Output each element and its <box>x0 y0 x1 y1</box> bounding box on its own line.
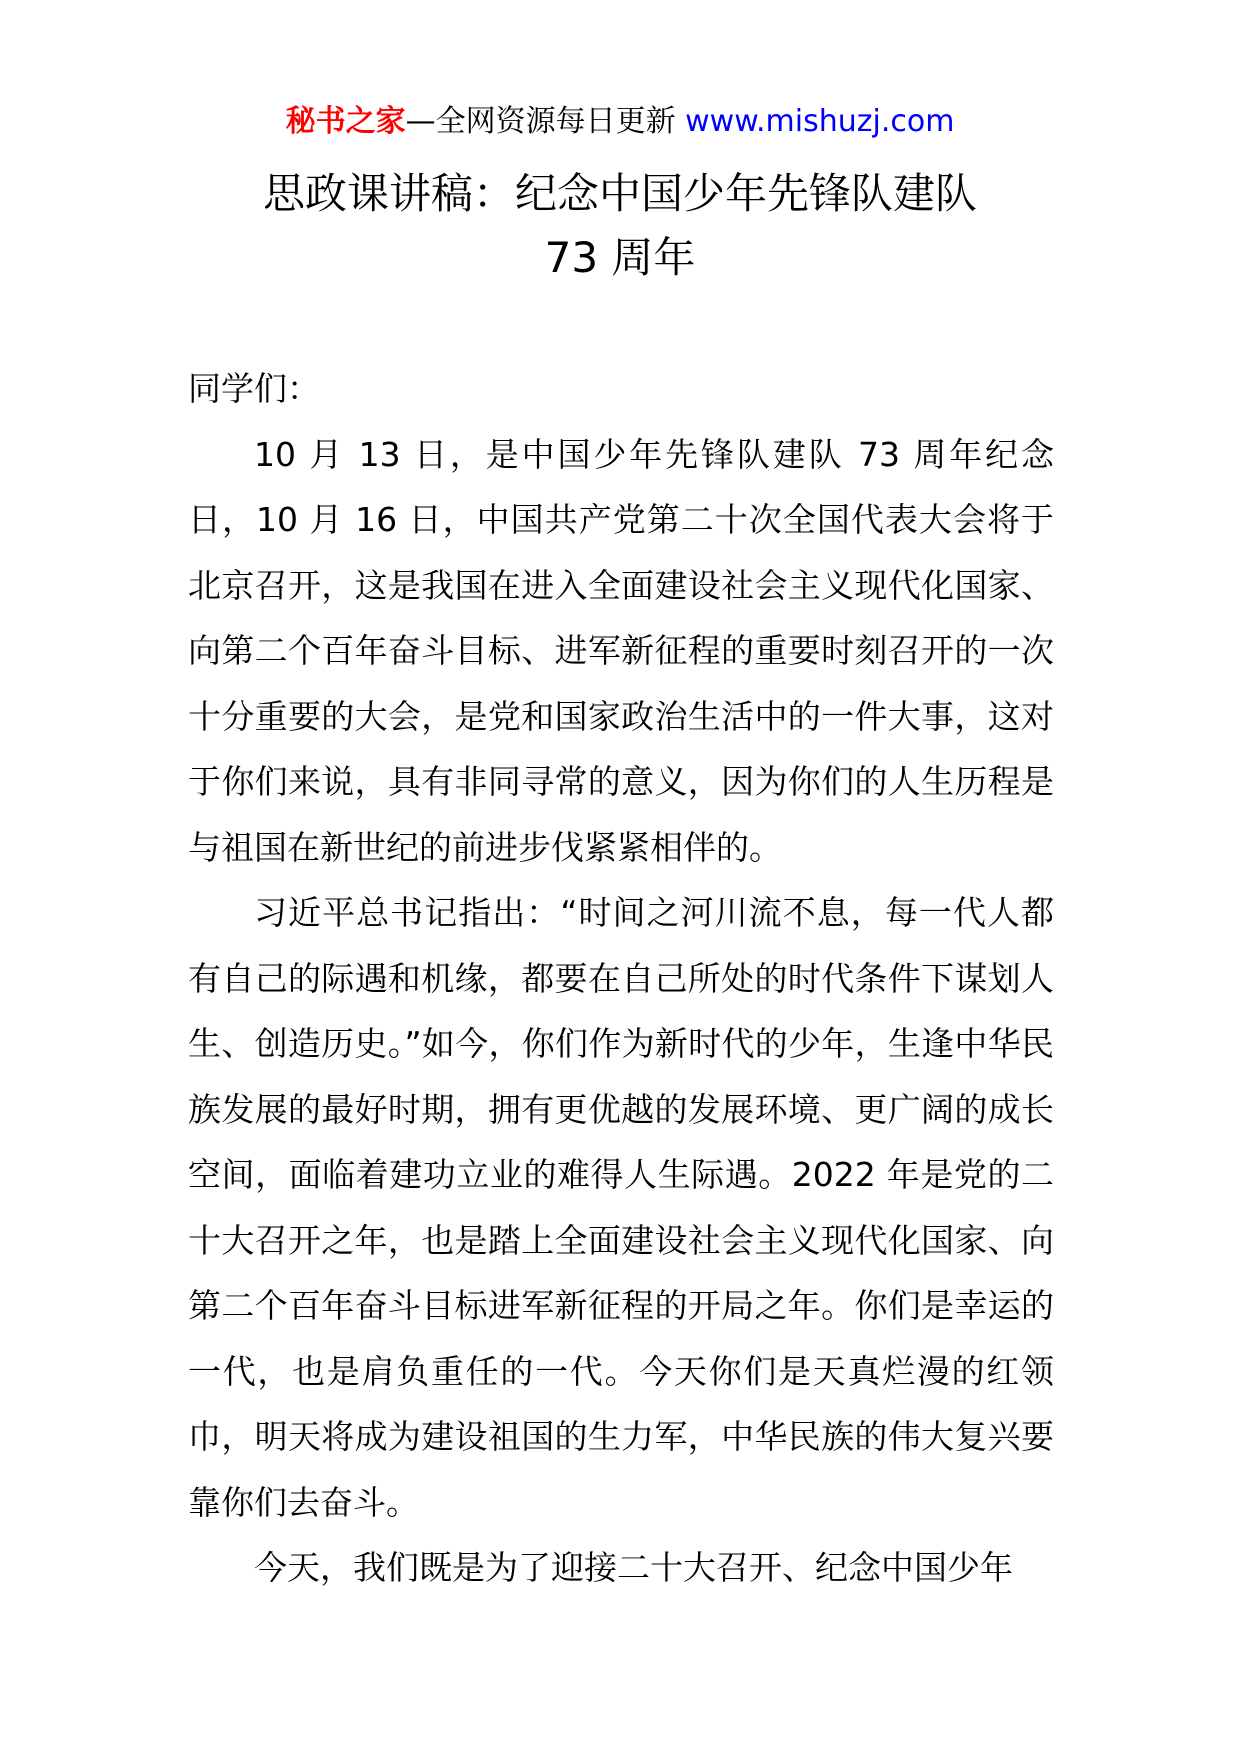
document-body <box>188 356 1054 1601</box>
salutation: 同学们： <box>188 369 320 408</box>
brand-name: 秘书之家 <box>285 104 406 139</box>
title-line-2: 73 周年 <box>544 233 696 282</box>
paragraph-2: 习近平总书记指出：“时间之河川流不息，每一代人都有自己的际遇和机缘，都要在自己所处的时代条件下谋划人生、创造历史。”如今，你们作为新时代的少年，生逢中华民族发展的最好时期，拥有更优越的发展环境、更广阔的成长空间，面临着建功立业的难得人生际遇。2022 年是党的二十大召开之年，也是踏上全面建设社会主义现代化国家、向第二个百年奋斗目标进军新征程的开局之年。你们是幸运的一代，也是肩负重任的一代。今天你们是天真烂漫的红领巾，明天将成为建设祖国的生力军，中华民族的伟大复兴要靠你们去奋斗。 <box>188 893 1054 1522</box>
site-header <box>0 102 1240 142</box>
header-tagline: —全网资源每日更新 <box>405 104 676 139</box>
document-title <box>0 162 1240 290</box>
site-url-link[interactable]: www.mishuzj.com <box>685 104 955 139</box>
paragraph-1: 10 月 13 日，是中国少年先锋队建队 73 周年纪念日，10 月 16 日，中国共产党第二十次全国代表大会将于北京召开，这是我国在进入全面建设社会主义现代化国家、向第二个百年奋斗目标、进军新征程的重要时刻召开的一次十分重要的大会，是党和国家政治生活中的一件大事，这对于你们来说，具有非同寻常的意义，因为你们的人生历程是与祖国在新世纪的前进步伐紧紧相伴的。 <box>188 434 1054 867</box>
title-line-1: 思政课讲稿：纪念中国少年先锋队建队 <box>262 169 977 218</box>
paragraph-3: 今天，我们既是为了迎接二十大召开、纪念中国少年 <box>254 1548 1013 1587</box>
